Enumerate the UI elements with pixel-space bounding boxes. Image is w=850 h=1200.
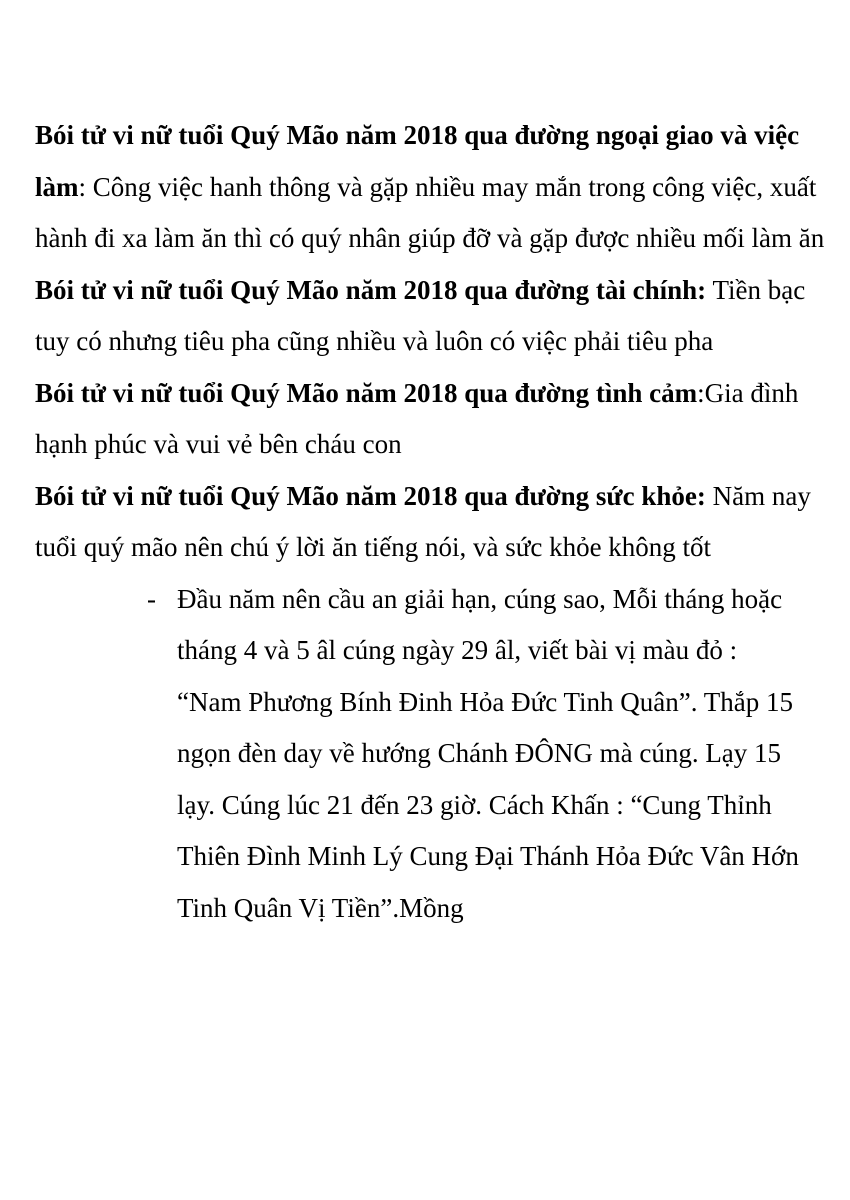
- list-item-text: Đầu năm nên cầu an giải hạn, cúng sao, Mỗi tháng hoặc tháng 4 và 5 âl cúng ngày 29 âl, viết bài vị màu đỏ : “Nam Phương Bính Đinh Hỏa Đức Tinh Quân”. Thắp 15 ngọn đèn day về hướng Chánh ĐÔNG mà cúng. Lạy 15 lạy. Cúng lúc 21 đến 23 giờ. Cách Khấn : “Cung Thỉnh Thiên Đình Minh Lý Cung Đại Thánh Hỏa Đức Vân Hớn Tinh Quân Vị Tiền”.Mồng: [177, 583, 799, 923]
- list-item: [147, 574, 807, 935]
- list-bullet: -: [147, 583, 156, 614]
- section-career-text: : Công việc hanh thông và gặp nhiều may mắn trong công việc, xuất hành đi xa làm ăn thì có quý nhân giúp đỡ và gặp được nhiều mối làm ăn: [35, 171, 825, 253]
- document-page: [35, 110, 825, 934]
- section-career: [35, 110, 825, 265]
- section-love-text: :Gia đình hạnh phúc và vui vẻ bên cháu con: [35, 377, 799, 459]
- section-love-heading: Bói tử vi nữ tuổi Quý Mão năm 2018 qua đường tình cảm: [35, 377, 698, 408]
- section-career-heading: Bói tử vi nữ tuổi Quý Mão năm 2018 qua đường ngoại giao và việc làm: [35, 120, 800, 202]
- section-love: [35, 368, 825, 471]
- section-health-text: Năm nay tuổi quý mão nên chú ý lời ăn tiếng nói, và sức khỏe không tốt: [35, 480, 811, 562]
- section-health: [35, 471, 825, 574]
- section-health-heading: Bói tử vi nữ tuổi Quý Mão năm 2018 qua đường sức khỏe:: [35, 480, 706, 511]
- section-finance-heading: Bói tử vi nữ tuổi Quý Mão năm 2018 qua đường tài chính:: [35, 274, 707, 305]
- section-finance-text: Tiền bạc tuy có nhưng tiêu pha cũng nhiều và luôn có việc phải tiêu pha: [35, 274, 806, 356]
- advice-list: [147, 574, 807, 935]
- section-finance: [35, 265, 825, 368]
